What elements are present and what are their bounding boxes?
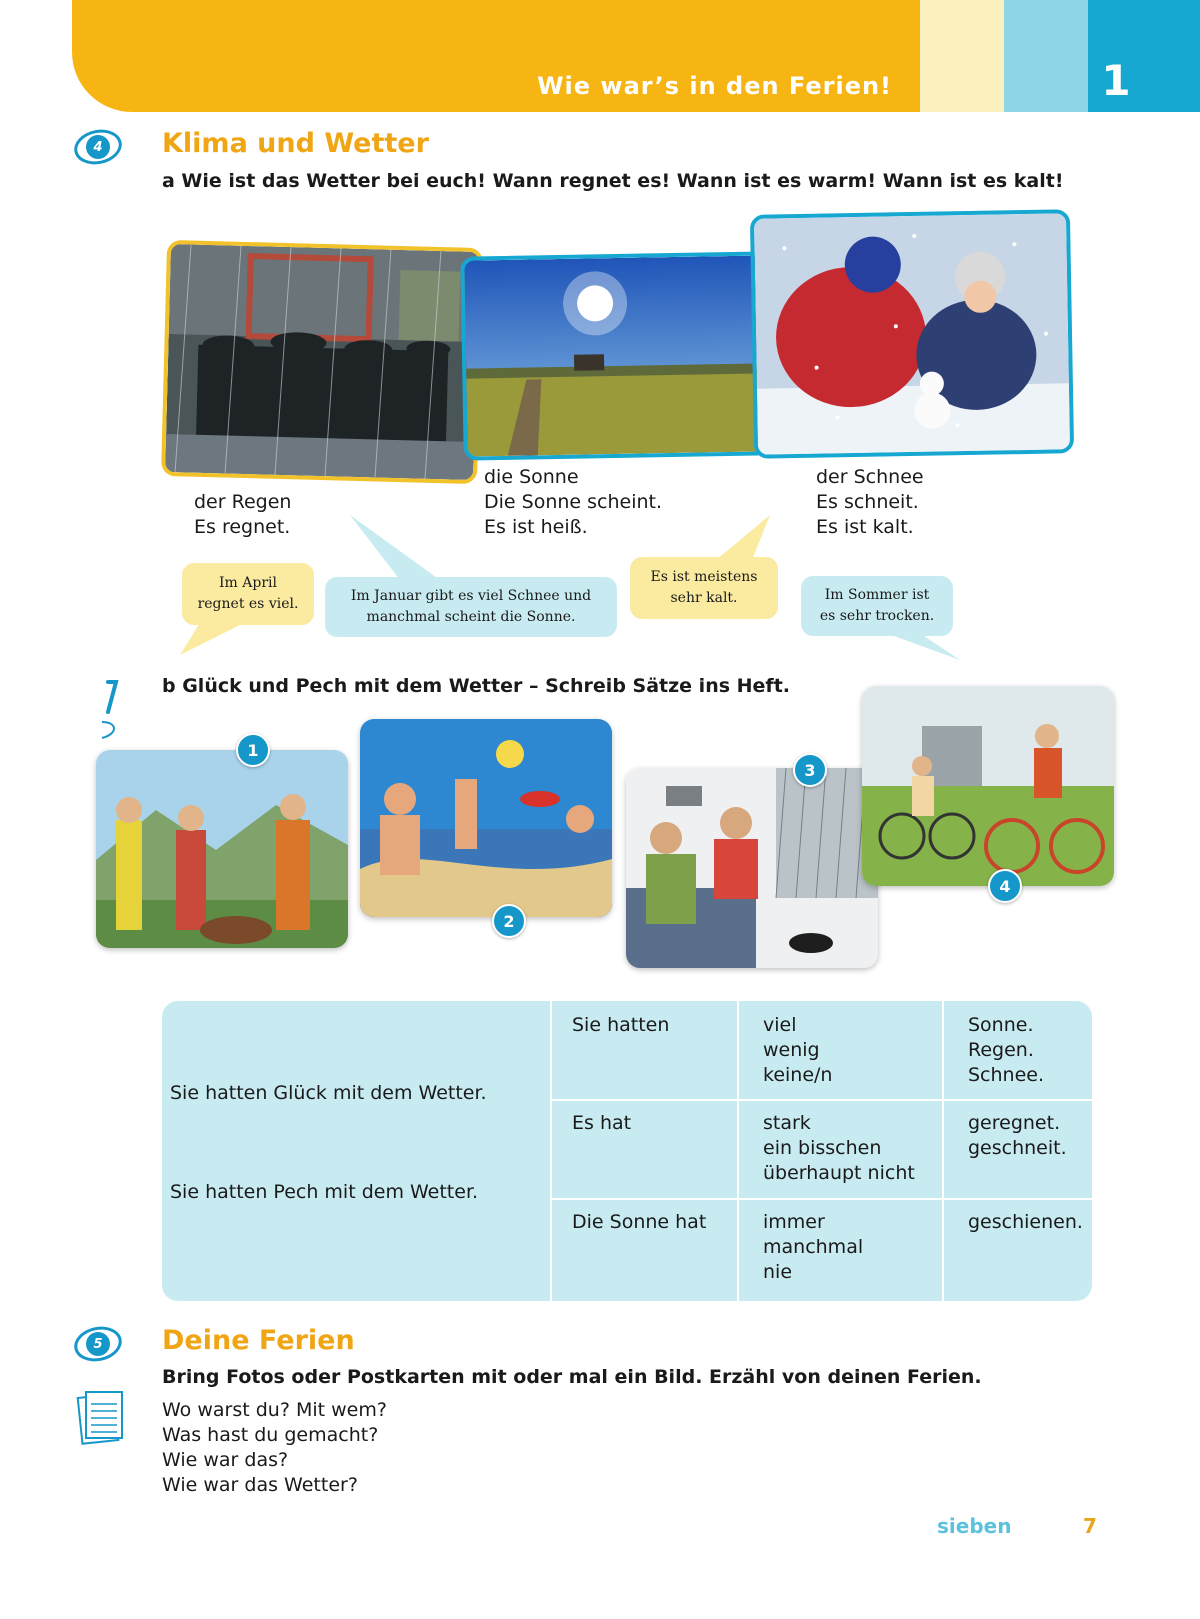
cyclists-illustration-icon bbox=[862, 686, 1114, 886]
instruction-section5: Bring Fotos oder Postkarten mit oder mal ein Bild. Erzähl von deinen Ferien. bbox=[162, 1366, 982, 1388]
sun-photo-icon bbox=[464, 255, 767, 456]
instruction-a: a Wie ist das Wetter bei euch! Wann regnet es! Wann ist es warm! Wann ist es kalt! bbox=[162, 170, 1064, 192]
rain-photo-icon bbox=[165, 244, 479, 480]
bubble-januar: Im Januar gibt es viel Schnee und manchmal scheint die Sonne. bbox=[325, 577, 617, 637]
header-stripe-cream bbox=[920, 0, 1004, 112]
bubble-kalt: Es ist meistens sehr kalt. bbox=[630, 557, 778, 619]
page-number: 7 bbox=[1083, 1514, 1097, 1538]
sun-photo bbox=[460, 251, 772, 460]
exercise-marker-4 bbox=[71, 125, 125, 168]
snow-photo bbox=[750, 209, 1074, 459]
illustration-indoor bbox=[626, 768, 878, 968]
illustration-number-4: 4 bbox=[988, 869, 1022, 903]
caption-sun: die Sonne Die Sonne scheint. Es ist heiß. bbox=[484, 466, 663, 538]
rain-photo bbox=[161, 240, 483, 484]
table-row1-modifiers: viel wenig keine/n bbox=[763, 1014, 833, 1086]
table-row1-endings: Sonne. Regen. Schnee. bbox=[968, 1014, 1045, 1086]
exercise-marker-5 bbox=[71, 1322, 125, 1365]
table-row2-modifiers: stark ein bisschen überhaupt nicht bbox=[763, 1112, 915, 1184]
bubble-april: Im April regnet es viel. bbox=[182, 563, 314, 625]
bubble-sommer: Im Sommer ist es sehr trocken. bbox=[801, 576, 953, 636]
beach-illustration-icon bbox=[360, 719, 612, 917]
section-title-klima: Klima und Wetter bbox=[162, 128, 429, 159]
instruction-b: b Glück und Pech mit dem Wetter – Schreib Sätze ins Heft. bbox=[162, 675, 790, 697]
notebook-icon bbox=[76, 1388, 126, 1446]
section-title-ferien: Deine Ferien bbox=[162, 1325, 355, 1356]
snow-photo-icon bbox=[754, 213, 1070, 454]
illustration-number-1: 1 bbox=[236, 733, 270, 767]
table-row3-endings: geschienen. bbox=[968, 1211, 1083, 1233]
illustration-number-2: 2 bbox=[492, 904, 526, 938]
caption-rain: der Regen Es regnet. bbox=[194, 491, 292, 538]
sentence-builder-table bbox=[162, 1001, 1092, 1301]
table-left-pech: Sie hatten Pech mit dem Wetter. bbox=[170, 1181, 479, 1203]
caption-snow: der Schnee Es schneit. Es ist kalt. bbox=[816, 466, 924, 538]
table-row3-modifiers: immer manchmal nie bbox=[763, 1211, 864, 1283]
attention-curl-icon bbox=[92, 678, 128, 742]
table-row2-subject: Es hat bbox=[572, 1112, 632, 1134]
chapter-number: 1 bbox=[1101, 56, 1131, 105]
table-row1-subject: Sie hatten bbox=[572, 1014, 670, 1036]
chapter-title: Wie war’s in den Ferien! bbox=[537, 72, 892, 100]
illustration-beach bbox=[360, 719, 612, 917]
table-row2-endings: geregnet. geschneit. bbox=[968, 1112, 1067, 1159]
table-left-glueck: Sie hatten Glück mit dem Wetter. bbox=[170, 1082, 487, 1104]
table-row3-subject: Die Sonne hat bbox=[572, 1211, 707, 1233]
illustration-cyclists bbox=[862, 686, 1114, 886]
header-stripe-light-blue bbox=[1004, 0, 1088, 112]
exercise-number: 4 bbox=[86, 135, 110, 159]
exercise-number: 5 bbox=[86, 1332, 110, 1356]
indoor-illustration-icon bbox=[626, 768, 878, 968]
illustration-skiers bbox=[96, 750, 348, 948]
skiers-illustration-icon bbox=[96, 750, 348, 948]
page-word: sieben bbox=[937, 1514, 1012, 1538]
questions-list: Wo warst du? Mit wem? Was hast du gemacht? Wie war das? Wie war das Wetter? bbox=[162, 1399, 387, 1496]
illustration-number-3: 3 bbox=[793, 753, 827, 787]
